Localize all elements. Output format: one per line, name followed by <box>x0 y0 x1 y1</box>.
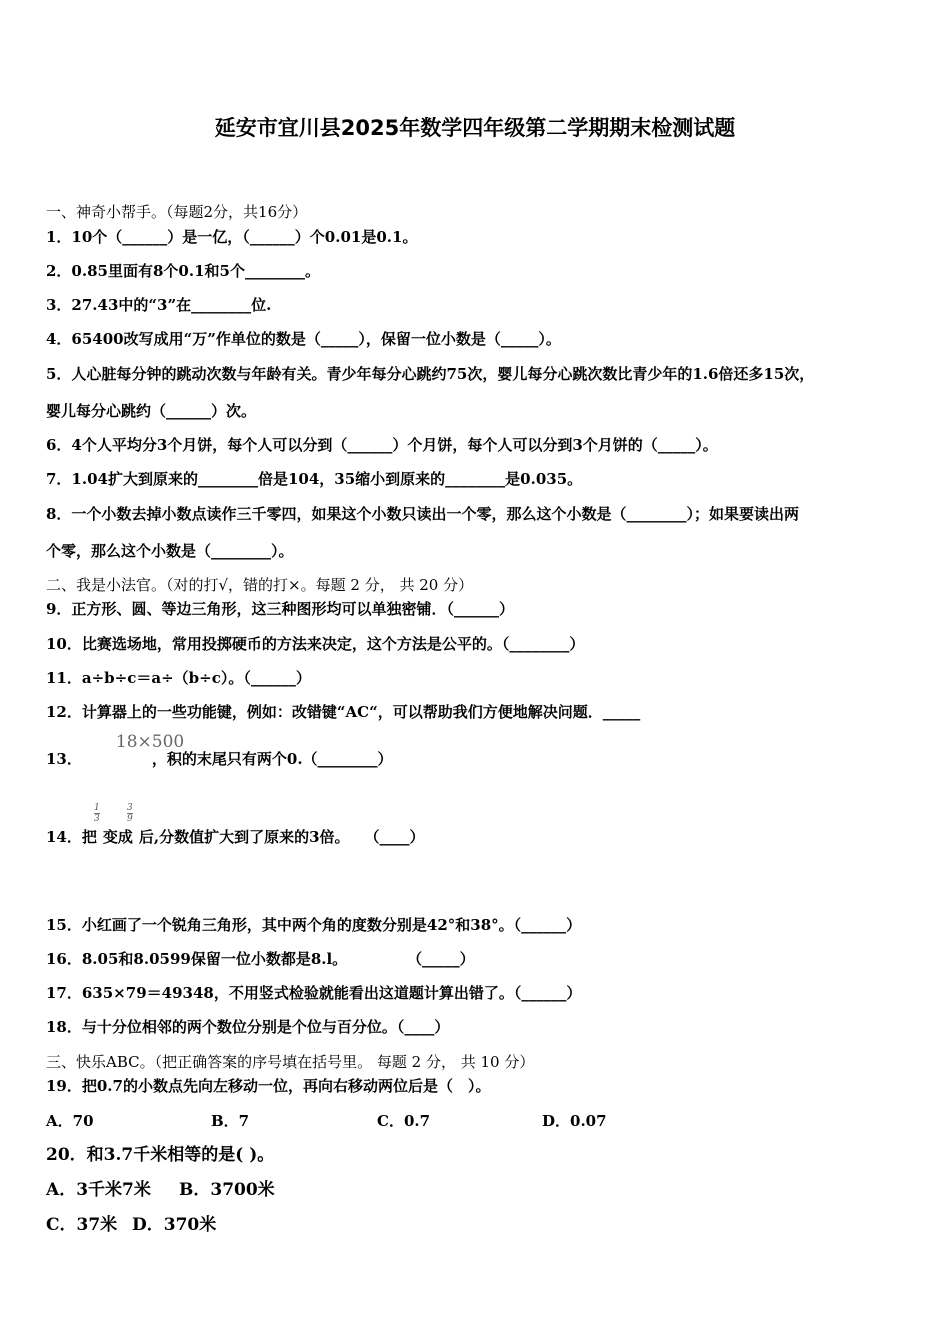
question-13 <box>46 732 393 769</box>
section3-heading: 三、快乐ABC。（把正确答案的序号填在括号里。 每题 2 分， 共 10 分） <box>46 1053 535 1071</box>
question-18: 18．与十分位相邻的两个数位分别是个位与百分位。（____） <box>46 1018 450 1036</box>
page-title: 延安市宜川县2025年数学四年级第二学期期末检测试题 <box>214 116 736 140</box>
question-17: 17．635×79＝49348，不用竖式检验就能看出这道题计算出错了。（______） <box>46 984 582 1002</box>
question-8-line1: 8．一个小数去掉小数点读作三千零四，如果这个小数只读出一个零，那么这个小数是（________）；如果要读出两 <box>46 505 799 523</box>
question-2: 2．0.85里面有8个0.1和5个________。 <box>46 262 320 280</box>
fraction1-denominator: 3 <box>94 814 100 824</box>
question-13-text: ，积的末尾只有两个0.（________） <box>151 750 393 768</box>
question-4: 4．65400改写成用“万”作单位的数是（_____），保留一位小数是（_____）。 <box>46 330 561 348</box>
question-14-part3: 后,分数值扩大到了原来的3倍。 （____） <box>138 828 425 846</box>
section2-heading: 二、我是小法官。（对的打√，错的打×。每题 2 分， 共 20 分） <box>46 576 474 594</box>
question-15: 15．小红画了一个锐角三角形，其中两个角的度数分别是42°和38°。（______） <box>46 916 582 934</box>
q19-option-d: D．0.07 <box>542 1112 607 1130</box>
fraction-three-ninths <box>127 803 139 842</box>
fraction2-numerator: 3 <box>127 803 133 813</box>
question-16: 16．8.05和8.0599保留一位小数都是8.l。 （_____） <box>46 950 475 968</box>
question-14-part2: 变成 <box>102 828 133 846</box>
question-5-line2: 婴儿每分心跳约（______）次。 <box>46 402 257 420</box>
expression-image <box>82 732 185 764</box>
fraction-one-third <box>94 803 103 842</box>
section1-heading: 一、神奇小帮手。（每题2分，共16分） <box>46 203 308 221</box>
fraction1-numerator: 1 <box>94 803 100 813</box>
question-14 <box>46 803 425 847</box>
question-10: 10．比赛选场地，常用投掷硬币的方法来决定，这个方法是公平的。（________） <box>46 635 585 653</box>
q20-option-b: B．3700米 <box>179 1180 275 1200</box>
question-7: 7．1.04扩大到原来的________倍是104，35缩小到原来的________是0.035。 <box>46 470 583 488</box>
question-3: 3．27.43中的“3”在________位. <box>46 296 272 314</box>
question-20: 20．和3.7千米相等的是( )。 <box>46 1145 275 1165</box>
q20-option-a: A．3千米7米 <box>46 1180 151 1200</box>
fraction2-denominator: 9 <box>127 814 133 824</box>
question-1: 1．10个（______）是一亿，（______）个0.01是0.1。 <box>46 228 418 246</box>
question-8-line2: 个零，那么这个小数是（________）。 <box>46 542 294 560</box>
question-6: 6．4个人平均分3个月饼，每个人可以分到（______）个月饼，每个人可以分到3个月饼的（_____）。 <box>46 436 718 454</box>
q20-option-d: D．370米 <box>132 1215 217 1235</box>
question-12: 12．计算器上的一些功能键，例如：改错键“AC“，可以帮助我们方便地解决问题．_____ <box>46 703 641 721</box>
expression-text: 18×500 <box>115 732 185 752</box>
q19-option-b: B．7 <box>211 1112 250 1130</box>
q20-option-c: C．37米 <box>46 1215 118 1235</box>
question-13-number: 13． <box>46 750 82 768</box>
q19-option-a: A．70 <box>46 1112 94 1130</box>
question-5-line1: 5．人心脏每分钟的跳动次数与年龄有关。青少年每分心跳约75次，婴儿每分心跳次数比青少年的1.6倍还多15次， <box>46 365 815 383</box>
q19-option-c: C．0.7 <box>377 1112 431 1130</box>
question-9: 9．正方形、圆、等边三角形，这三种图形均可以单独密铺．（______） <box>46 600 514 618</box>
question-14-part1: 14．把 <box>46 828 97 846</box>
question-11: 11．a÷b÷c＝a÷（b÷c）。（______） <box>46 669 311 687</box>
question-19: 19．把0.7的小数点先向左移动一位，再向右移动两位后是（ ）。 <box>46 1077 491 1095</box>
